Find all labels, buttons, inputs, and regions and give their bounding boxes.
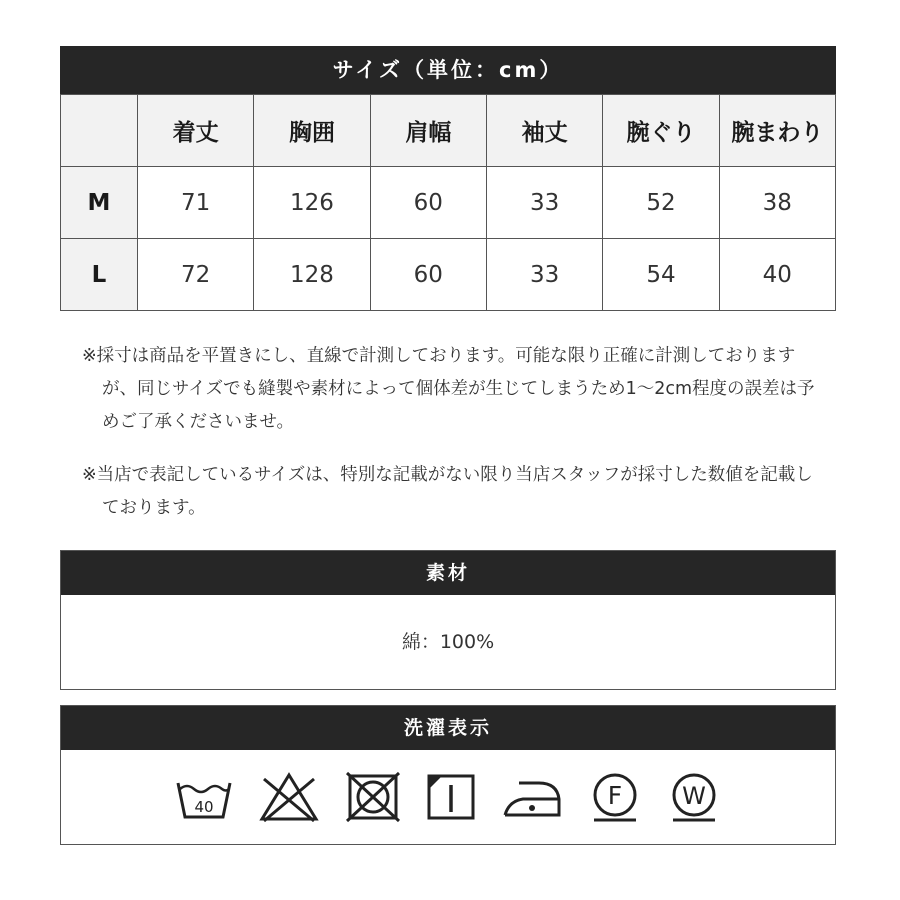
dry-clean-f-icon [588, 771, 642, 823]
column-header: 腕まわり [719, 95, 835, 167]
wet-clean-letter: W [682, 782, 706, 810]
table-cell: 72 [138, 239, 254, 311]
no-tumble-dry-icon [345, 771, 401, 823]
table-row [61, 239, 836, 311]
table-cell: 60 [370, 167, 486, 239]
care-section [60, 705, 836, 845]
table-cell: 71 [138, 167, 254, 239]
wash-temp-label: 40 [194, 798, 214, 816]
material-header [61, 551, 835, 595]
table-cell: 52 [603, 167, 719, 239]
size-section [60, 46, 836, 311]
size-table-header-row [61, 95, 836, 167]
column-header: 腕ぐり [603, 95, 719, 167]
row-header: M [61, 167, 138, 239]
table-cell: 38 [719, 167, 835, 239]
table-cell: 33 [486, 167, 602, 239]
table-cell: 54 [603, 239, 719, 311]
table-cell: 40 [719, 239, 835, 311]
no-bleach-icon [258, 771, 320, 823]
size-note: ※当店で表記しているサイズは、特別な記載がない限り当店スタッフが採寸した数値を記載しております。 [82, 465, 813, 518]
measurement-note: ※採寸は商品を平置きにし、直線で計測しております。可能な限り正確に計測しておりますが、同じサイズでも縫製や素材によって個体差が生じてしまうため1〜2cm程度の誤差は予めご了承くださいませ。 [82, 346, 815, 432]
material-section [60, 550, 836, 690]
care-title: 洗濯表示 [403, 717, 492, 739]
material-title: 素材 [425, 562, 470, 584]
row-header: L [61, 239, 138, 311]
corner-cell [61, 95, 138, 167]
line-dry-shade-icon [426, 771, 476, 823]
dry-clean-letter: F [607, 781, 623, 810]
size-title: サイズ（単位：cm） [332, 58, 564, 82]
column-header: 胸囲 [254, 95, 370, 167]
iron-low-icon [501, 771, 563, 823]
column-header: 袖丈 [486, 95, 602, 167]
table-cell: 33 [486, 239, 602, 311]
column-header: 着丈 [138, 95, 254, 167]
column-header: 肩幅 [370, 95, 486, 167]
care-header [61, 706, 835, 750]
care-icons [61, 750, 835, 844]
table-cell: 126 [254, 167, 370, 239]
wash-40-icon [175, 771, 233, 823]
table-cell: 60 [370, 239, 486, 311]
table-row [61, 167, 836, 239]
material-composition: 綿：100% [401, 631, 495, 653]
notes [82, 340, 822, 545]
wet-clean-w-icon [667, 771, 721, 823]
table-cell: 128 [254, 239, 370, 311]
size-table [60, 94, 836, 311]
size-header [60, 46, 836, 94]
